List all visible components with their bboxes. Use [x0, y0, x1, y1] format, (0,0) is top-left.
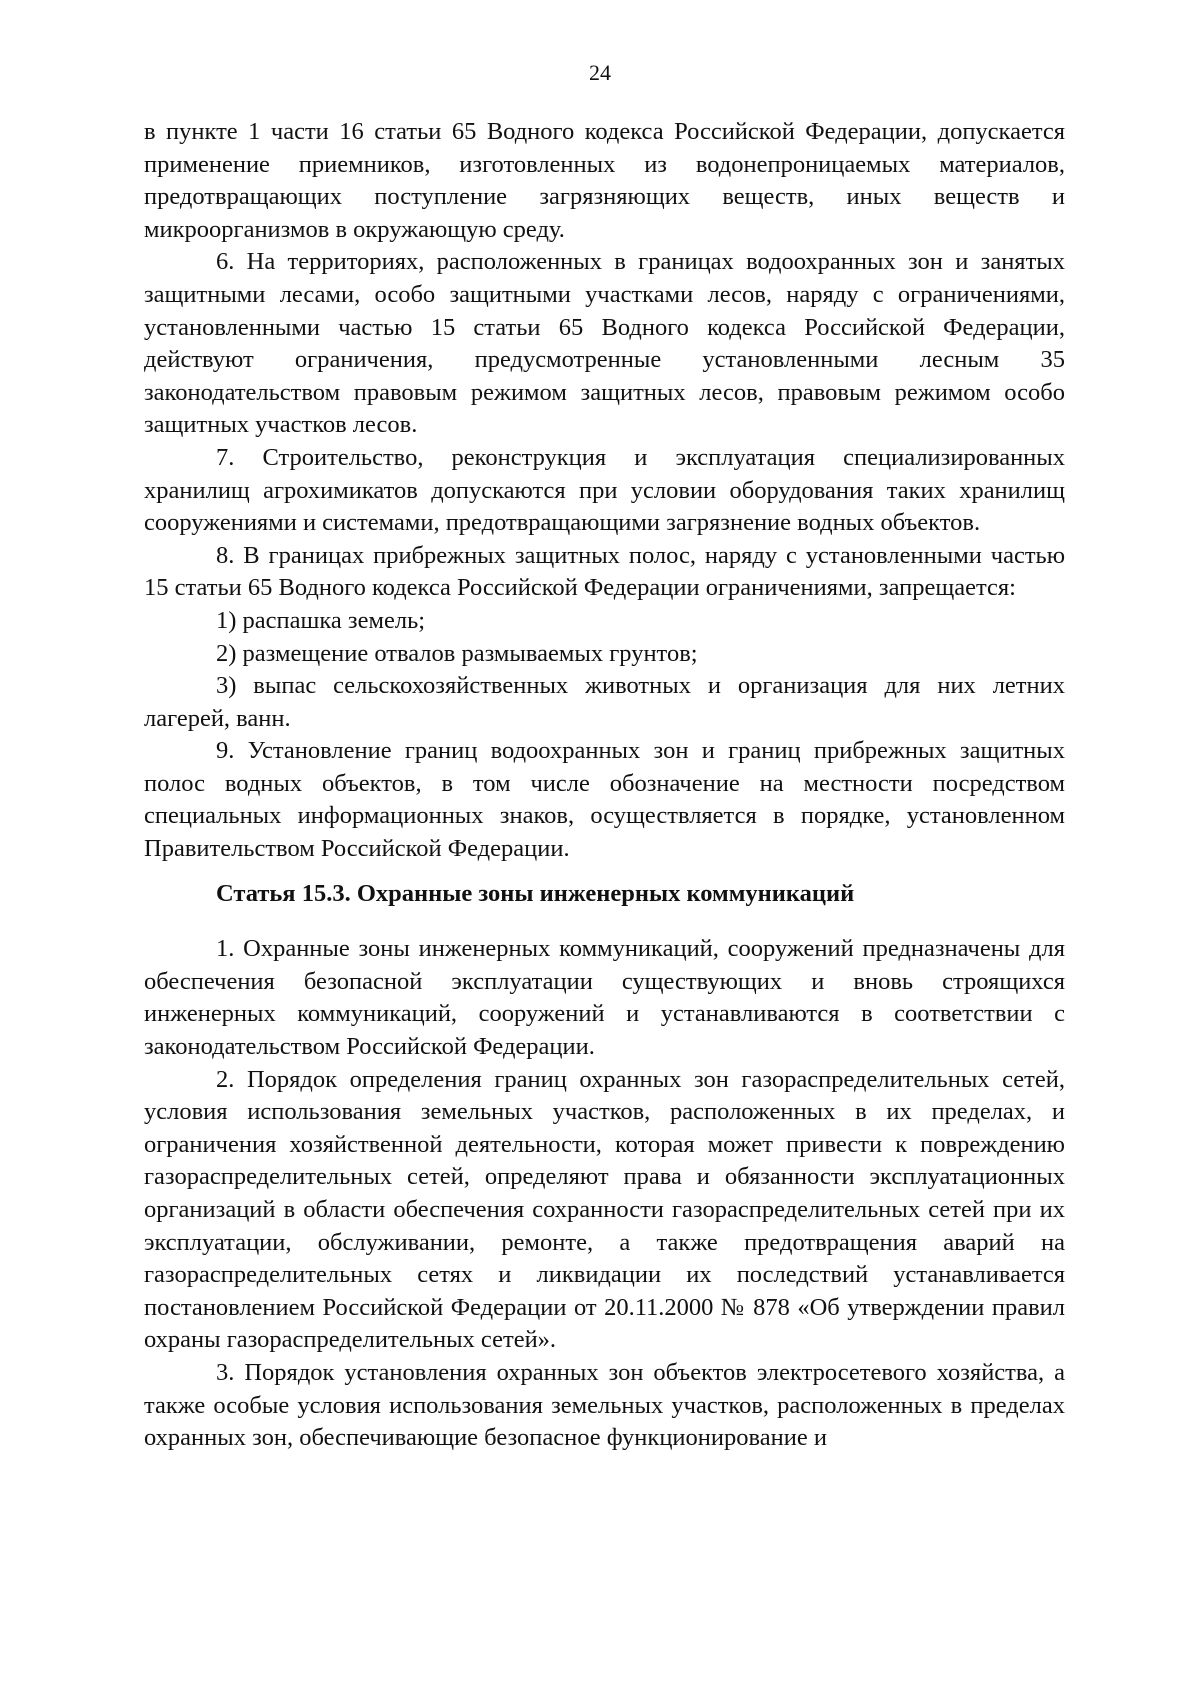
page-number: 24 [589, 60, 611, 85]
list-item-3: 3) выпас сельскохозяйственных животных и организация для них летних лагерей, ванн. [144, 672, 1065, 732]
article-paragraph-3: 3. Порядок установления охранных зон объектов электросетевого хозяйства, а также особые условия использования земельных участков, расположенных в пределах охранных зон, обеспечивающие безопасное функционирование и [144, 1358, 1065, 1452]
article-heading: Статья 15.3. Охранные зоны инженерных коммуникаций [216, 879, 855, 907]
paragraph-item-7: 7. Строительство, реконструкция и эксплуатация специализированных хранилищ агрохимикатов допускаются при условии оборудования таких хранилищ сооружениями и системами, предотвращающими загрязнение водных объектов. [144, 443, 1065, 537]
paragraph-continuation: в пункте 1 части 16 статьи 65 Водного кодекса Российской Федерации, допускается применение приемников, изготовленных из водонепроницаемых материалов, предотвращающих поступление загрязняющих веществ, иных веществ и микроорганизмов в окружающую среду. [144, 118, 1065, 243]
paragraph-item-8: 8. В границах прибрежных защитных полос, наряду с установленными частью 15 статьи 65 Водного кодекса Российской Федерации ограничениями, запрещается: [144, 541, 1065, 602]
article-paragraph-2: 2. Порядок определения границ охранных зон газораспределительных сетей, условия использования земельных участков, расположенных в их пределах, и ограничения хозяйственной деятельности, которая может привести к повреждению газораспределительных сетей, определяют права и обязанности эксплуатационных организаций в области обеспечения сохранности газораспределительных сетей при их эксплуатации, обслуживании, ремонте, а также предотвращения аварий на газораспределительных сетях и ликвидации их последствий устанавливается постановлением Российской Федерации от 20.11.2000 № 878 «Об утверждении правил охраны газораспределительных сетей». [144, 1065, 1065, 1354]
list-item-2: 2) размещение отвалов размываемых грунтов; [216, 639, 698, 667]
paragraph-item-9: 9. Установление границ водоохранных зон и границ прибрежных защитных полос водных объектов, в том числе обозначение на местности посредством специальных информационных знаков, осуществляется в порядке, установленном Правительством Российской Федерации. [144, 737, 1065, 863]
article-paragraph-1: 1. Охранные зоны инженерных коммуникаций, сооружений предназначены для обеспечения безопасной эксплуатации существующих и вновь строящихся инженерных коммуникаций, сооружений и устанавливаются в соответствии с законодательством Российской Федерации. [144, 935, 1065, 1061]
document-body [144, 116, 1065, 1455]
paragraph-item-6: 6. На территориях, расположенных в границах водоохранных зон и занятых защитными лесами, особо защитными участками лесов, наряду с ограничениями, установленными частью 15 статьи 65 Водного кодекса Российской Федерации, действуют ограничения, предусмотренные установленными лесным 35 законодательством правовым режимом защитных лесов, правовым режимом особо защитных участков лесов. [144, 248, 1065, 439]
list-item-1: 1) распашка земель; [216, 606, 426, 634]
